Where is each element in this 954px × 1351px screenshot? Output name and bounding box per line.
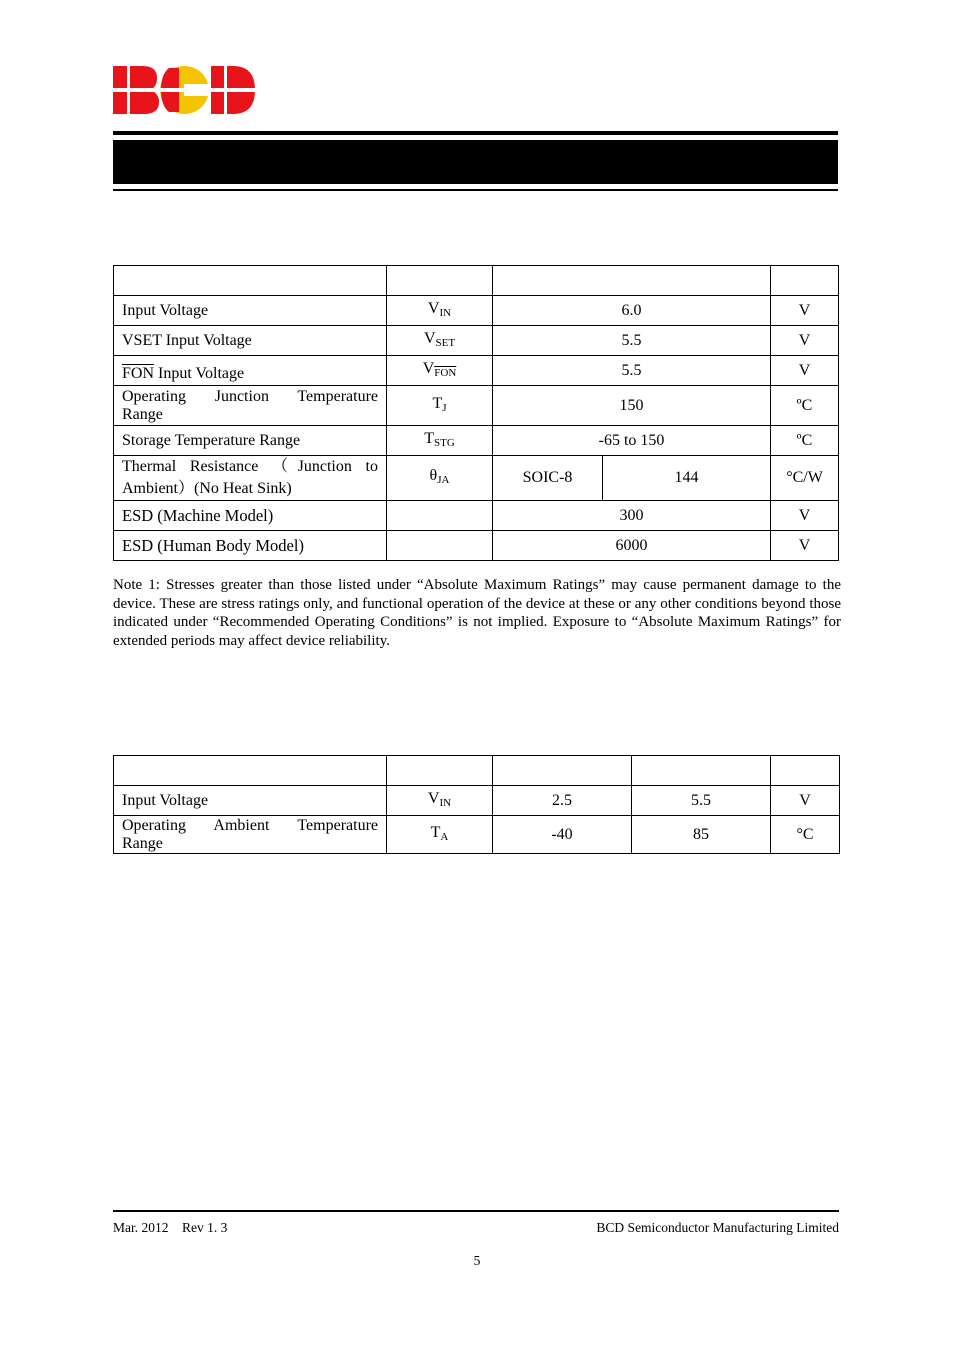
footer-date-revision: Mar. 2012 Rev 1. 3 xyxy=(113,1220,228,1235)
value-cell: 150 xyxy=(493,386,771,426)
note-1: Note 1: Stresses greater than those listed under “Absolute Maximum Ratings” may cause permanent damage to the device. These are stress ratings only, and functional operation of the device at these or any other conditions beyond those indicated under “Recommended Operating Conditions” is not implied. Exposure to “Absolute Maximum Ratings” for extended periods may affect device reliability. xyxy=(113,577,841,649)
max-cell: 85 xyxy=(632,816,771,854)
unit-cell: V xyxy=(771,501,839,531)
value-cell: 6.0 xyxy=(493,296,771,326)
unit-cell: V xyxy=(771,356,839,386)
table-row xyxy=(114,386,839,426)
unit-cell: ºC xyxy=(771,426,839,456)
table-row xyxy=(114,456,839,501)
table-header-row xyxy=(114,266,839,296)
value-cell: 300 xyxy=(493,501,771,531)
value-cell: 6000 xyxy=(493,531,771,561)
parameter-cell: Storage Temperature Range xyxy=(114,426,387,456)
symbol-cell: $V_{SET}$ xyxy=(387,326,493,356)
table-header-row xyxy=(114,756,840,786)
bcd-logo xyxy=(113,66,255,114)
page-number: 5 xyxy=(473,1253,481,1268)
value-cell: 5.5 xyxy=(493,326,771,356)
symbol-cell: $T_A$ xyxy=(387,816,493,854)
unit-cell: V xyxy=(771,786,840,816)
unit-cell: V xyxy=(771,296,839,326)
symbol-cell: $V_{IN}$ xyxy=(387,786,493,816)
value-cell: 144 xyxy=(603,456,771,501)
parameter-cell: $\overline{FON}$ Input Voltage xyxy=(114,356,387,386)
header-rule-bottom xyxy=(113,189,838,191)
footer-rule xyxy=(113,1210,839,1212)
footer-company: BCD Semiconductor Manufacturing Limited xyxy=(596,1220,839,1235)
table-row xyxy=(114,296,839,326)
parameter-cell: ESD (Machine Model) xyxy=(114,501,387,531)
max-cell: 5.5 xyxy=(632,786,771,816)
parameter-cell: ESD (Human Body Model) xyxy=(114,531,387,561)
table-row xyxy=(114,786,840,816)
header-rule-top xyxy=(113,131,838,135)
symbol-cell: $T_{STG}$ xyxy=(387,426,493,456)
table-row xyxy=(114,356,839,386)
unit-cell: ºC xyxy=(771,386,839,426)
symbol-cell: $V_{IN}$ xyxy=(387,296,493,326)
min-cell: -40 xyxy=(493,816,632,854)
table-row xyxy=(114,501,839,531)
table-row xyxy=(114,326,839,356)
min-cell: 2.5 xyxy=(493,786,632,816)
value-cell: 5.5 xyxy=(493,356,771,386)
parameter-cell: Thermal Resistance （Junction to Ambient）(No Heat Sink) xyxy=(114,456,387,501)
symbol-cell: $\theta_{JA}$ xyxy=(387,456,493,501)
symbol-cell xyxy=(387,531,493,561)
value-cell: -65 to 150 xyxy=(493,426,771,456)
symbol-cell: $V_{\overline{FON}}$ xyxy=(387,356,493,386)
parameter-cell: Operating Ambient Temperature Range xyxy=(114,816,387,854)
symbol-cell: $T_J$ xyxy=(387,386,493,426)
absolute-maximum-ratings-table xyxy=(113,265,839,561)
header-title-bar xyxy=(113,140,838,184)
parameter-cell: VSET Input Voltage xyxy=(114,326,387,356)
table-row xyxy=(114,816,840,854)
unit-cell: °C/W xyxy=(771,456,839,501)
unit-cell: °C xyxy=(771,816,840,854)
unit-cell: V xyxy=(771,326,839,356)
parameter-cell: Operating Junction Temperature Range xyxy=(114,386,387,426)
package-cell: SOIC-8 xyxy=(493,456,603,501)
table-row xyxy=(114,426,839,456)
symbol-cell xyxy=(387,501,493,531)
table-row xyxy=(114,531,839,561)
parameter-cell: Input Voltage xyxy=(114,296,387,326)
recommended-operating-conditions-table xyxy=(113,755,840,854)
unit-cell: V xyxy=(771,531,839,561)
parameter-cell: Input Voltage xyxy=(114,786,387,816)
